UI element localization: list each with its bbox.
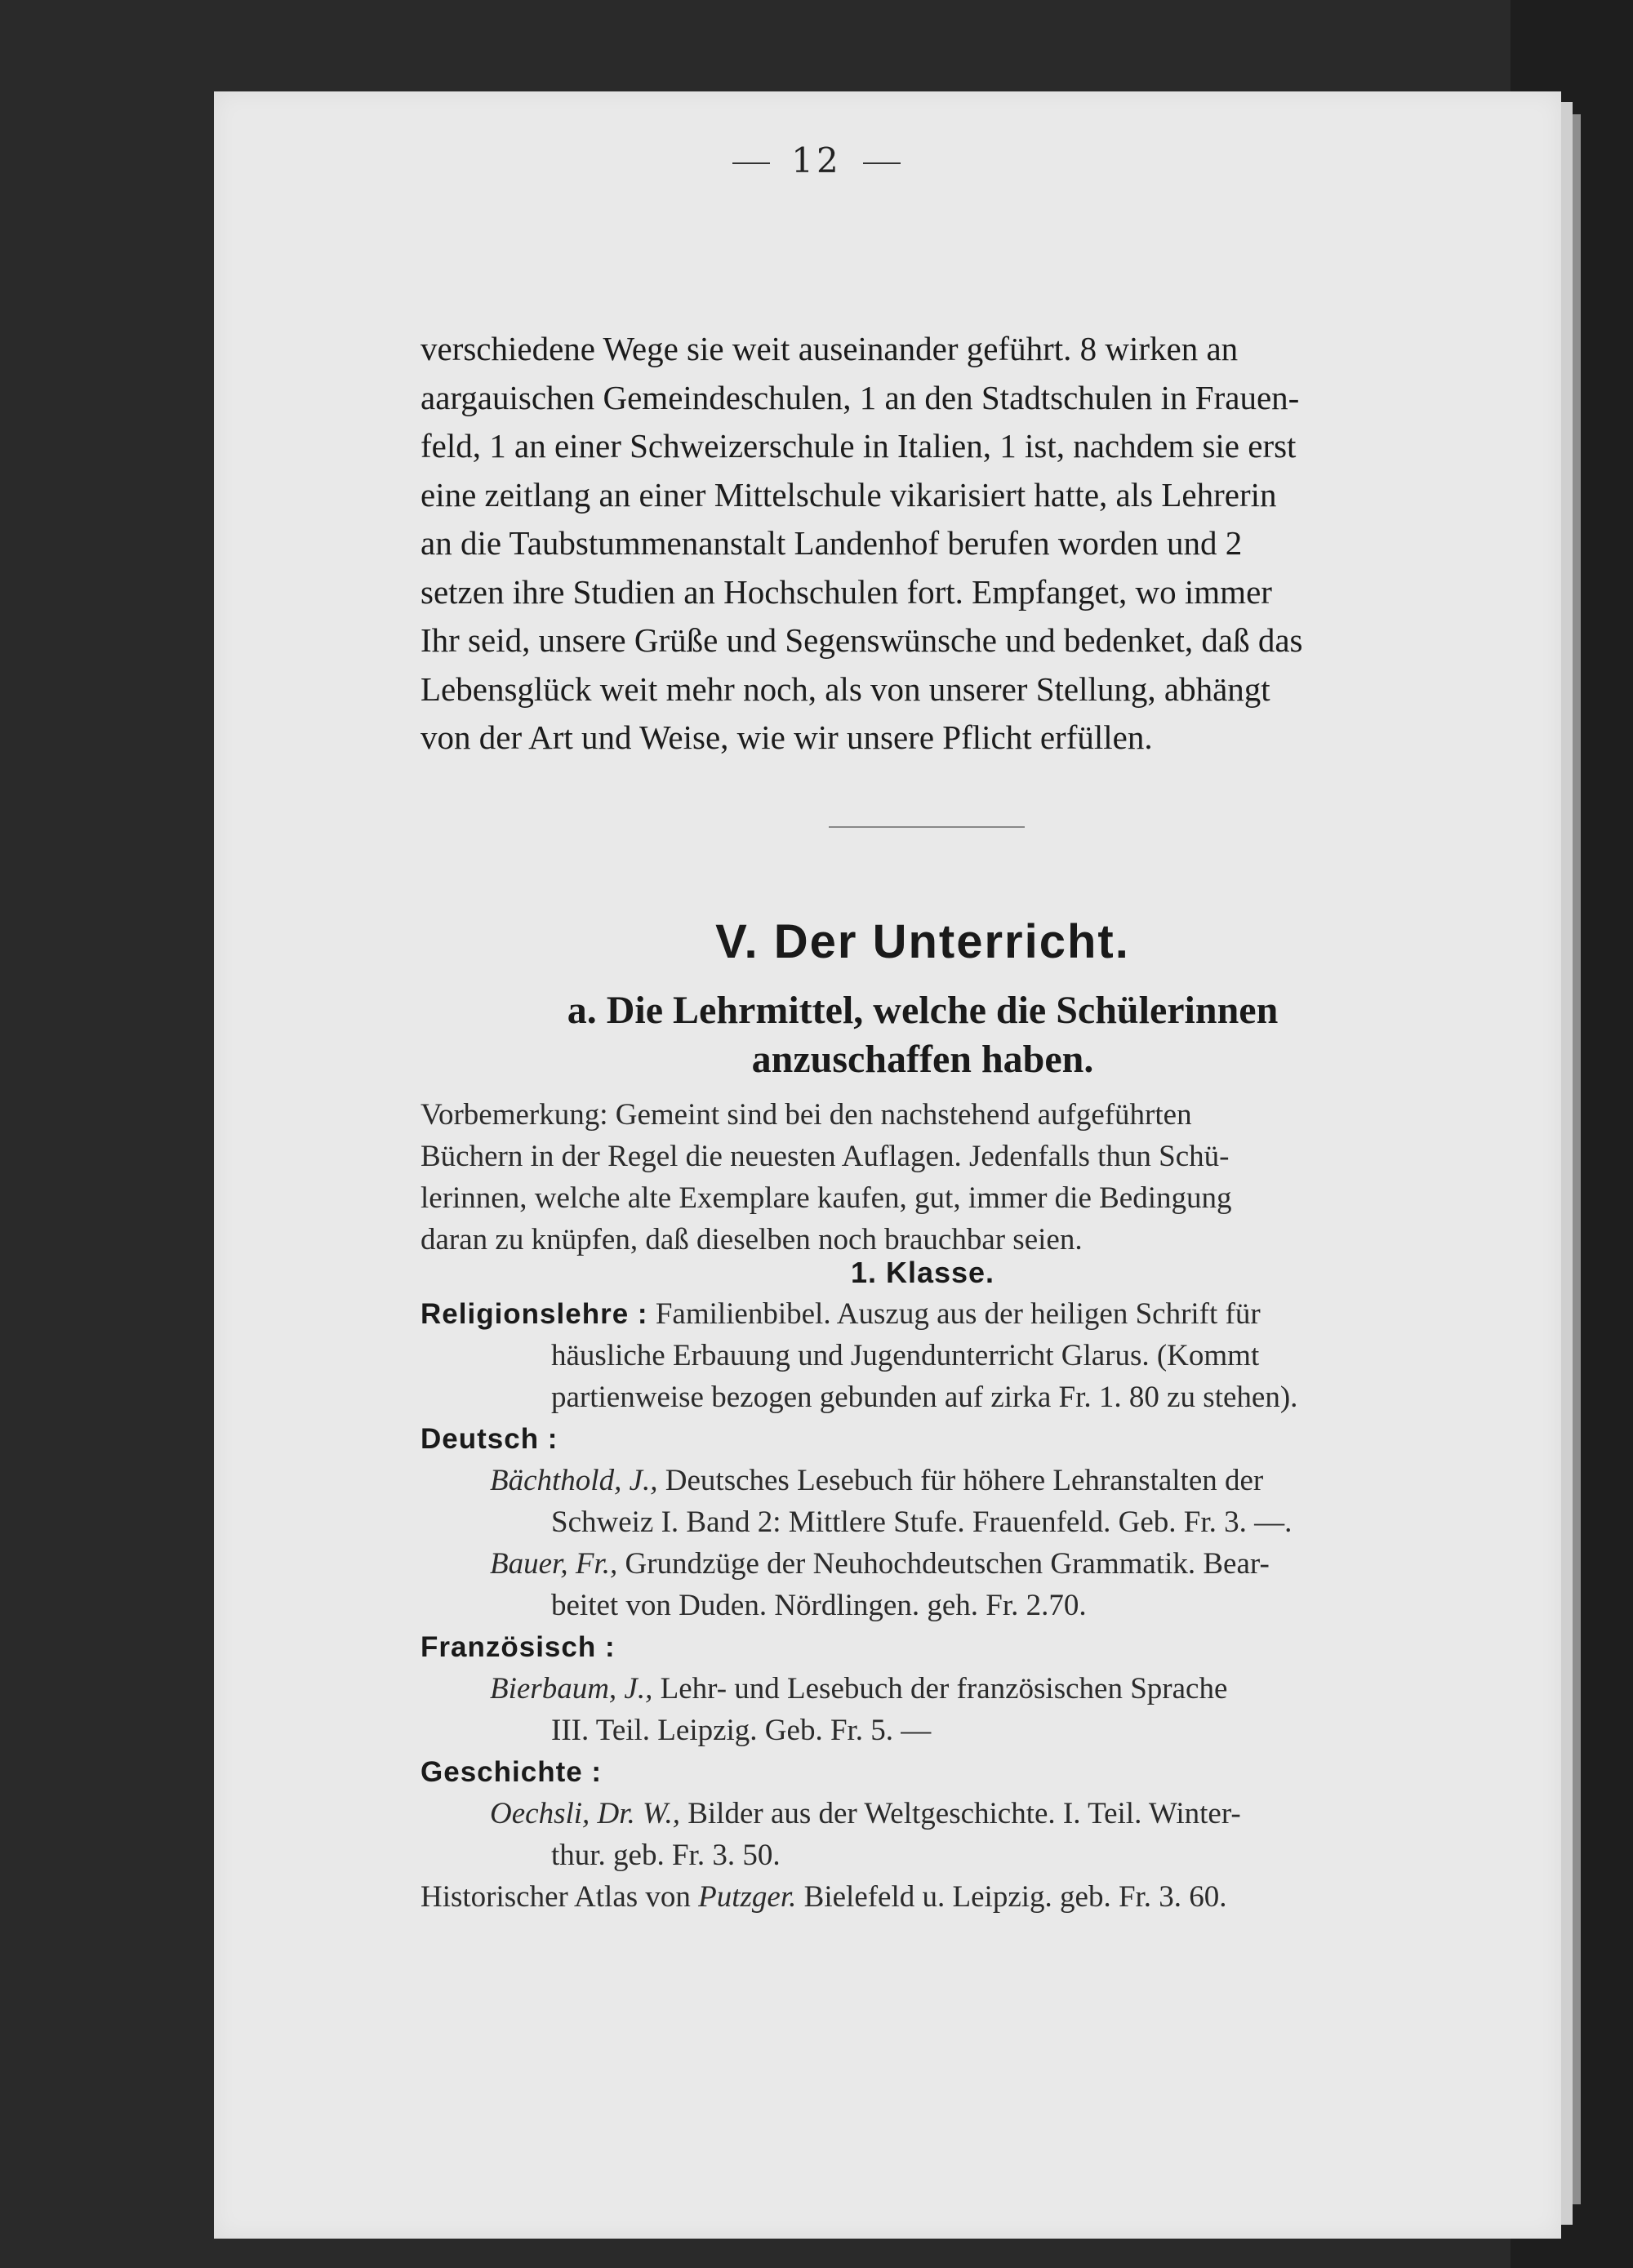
list-item-cont: partienweise bezogen gebunden auf zirka Fr. 1. 80 zu stehen). [551,1381,1298,1414]
list-item-cont: Schweiz I. Band 2: Mittlere Stufe. Frauenfeld. Geb. Fr. 3. —. [551,1505,1293,1539]
list-item: Bierbaum, J., Lehr- und Lesebuch der französischen Sprache [490,1672,1228,1705]
subsection-title-cont: anzuschaffen haben. [751,1038,1094,1081]
paragraph-line: aargauischen Gemeindeschulen, 1 an den Stadtschulen in Frauen- [420,378,1300,416]
subject-heading: Französisch : [420,1631,616,1663]
list-item: Oechsli, Dr. W., Bilder aus der Weltgeschichte. I. Teil. Winter- [490,1797,1241,1830]
page-edge [1561,102,1573,2225]
book-list [420,1293,1433,1918]
section-divider [829,826,1025,828]
paragraph-line: verschiedene Wege sie weit auseinander geführt. 8 wirken an [420,330,1239,367]
note-line: Büchern in der Regel die neuesten Auflagen. Jedenfalls thun Schü- [420,1140,1230,1173]
list-item: Historischer Atlas von Putzger. Bielefeld u. Leipzig. geb. Fr. 3. 60. [420,1880,1227,1914]
paragraph-line: von der Art und Weise, wie wir unsere Pflicht erfüllen. [420,718,1153,756]
list-item-cont: häusliche Erbauung und Jugendunterricht Glarus. (Kommt [551,1339,1260,1372]
list-item: Bächthold, J., Deutsches Lesebuch für höhere Lehranstalten der [490,1464,1264,1497]
note-line: Vorbemerkung: Gemeint sind bei den nachstehend aufgeführten [420,1098,1192,1132]
page-number: 12 [0,140,1633,180]
subsection-title: a. Die Lehrmittel, welche die Schülerinnen [567,989,1279,1032]
list-item-cont: beitet von Duden. Nördlingen. geh. Fr. 2.70. [551,1589,1087,1622]
subject-heading: Deutsch : [420,1423,558,1455]
note-line: daran zu knüpfen, daß dieselben noch brauchbar seien. [420,1223,1083,1256]
paragraph-line: an die Taubstummenanstalt Landenhof berufen worden und 2 [420,524,1243,562]
note-line: lerinnen, welche alte Exemplare kaufen, gut, immer die Bedingung [420,1181,1232,1215]
paragraph-line: setzen ihre Studien an Hochschulen fort. Empfanget, wo immer [420,572,1272,611]
section-title: V. Der Unterricht. [715,915,1130,968]
class-heading: 1. Klasse. [850,1256,995,1289]
list-item-cont: thur. geb. Fr. 3. 50. [551,1839,781,1872]
list-item-cont: III. Teil. Leipzig. Geb. Fr. 5. — [551,1714,932,1747]
paragraph-line: feld, 1 an einer Schweizerschule in Italien, 1 ist, nachdem sie erst [420,427,1297,465]
list-item: Religionslehre : Familienbibel. Auszug aus der heiligen Schrift für [420,1297,1261,1331]
paragraph-line: Ihr seid, unsere Grüße und Segenswünsche und bedenket, daß das [420,621,1303,659]
preliminary-note [420,1094,1429,1261]
subject-religion: Religionslehre : [420,1298,648,1330]
paragraph-line: Lebensglück weit mehr noch, als von unserer Stellung, abhängt [420,669,1270,708]
intro-paragraph [420,325,1429,763]
subject-heading: Geschichte : [420,1756,603,1788]
list-item: Bauer, Fr., Grundzüge der Neuhochdeutschen Grammatik. Bear- [490,1547,1270,1581]
paragraph-line: eine zeitlang an einer Mittelschule vikarisiert hatte, als Lehrerin [420,475,1277,514]
